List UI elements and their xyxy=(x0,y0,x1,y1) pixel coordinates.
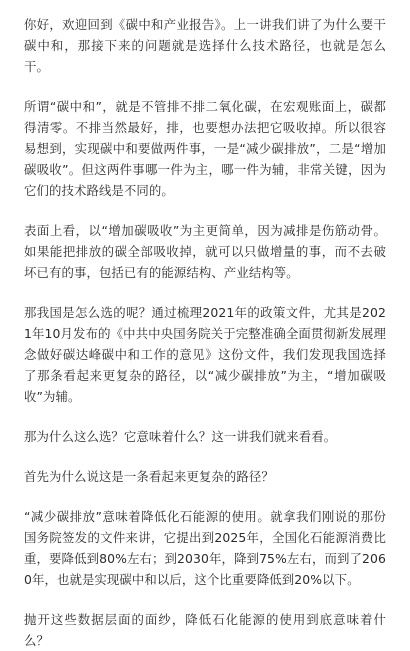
fossil-energy-target-paragraph: “减少碳排放”意味着降低化石能源的使用。就拿我们刚说的那份国务院签发的文件来讲，它提出到2025年，全国化石能源消费比重，要降低到80%左右；到2030年，降到75%左右，而到了2060年，也就是实现碳中和以后，这个比重要降低到20%以下。 xyxy=(24,509,386,587)
closing-question-paragraph: 抛开这些数据层面的面纱，降低石化能源的使用到底意味着什么？ xyxy=(24,612,386,648)
carbon-absorption-paragraph: 表面上看，以“增加碳吸收”为主更简单，因为减排是伤筋动骨。如果能把排放的碳全部吸收掉，就可以只做增量的事，而不去破坏已有的事，包括已有的能源结构、产业结构等。 xyxy=(24,223,386,280)
intro-paragraph: 你好，欢迎回到《碳中和产业报告》。上一讲我们讲了为什么要干碳中和，那接下来的问题就是选择什么技术路径，也就是怎么干。 xyxy=(24,17,386,74)
complex-path-question-paragraph: 首先为什么说这是一条看起来更复杂的路径？ xyxy=(24,469,274,484)
policy-choice-paragraph: 那我国是怎么选的呢？通过梳理2021年的政策文件，尤其是2021年10月发布的《中共中央国务院关于完整准确全面贯彻新发展理念做好碳达峰碳中和工作的意见》这份文件，我们发现我国选择了那条看起来更复杂的路径，以“减少碳排放”为主，“增加碳吸收”为辅。 xyxy=(24,305,386,404)
carbon-neutral-definition-paragraph: 所谓“碳中和”，就是不管排不排二氧化碳，在宏观账面上，碳都得清零。不排当然最好，排，也要想办法把它吸收掉。所以很容易想到，实现碳中和要做两件事，一是“减少碳排放”，二是“增加碳吸收”。但这两件事哪一件为主，哪一件为辅，非常关键，因为它们的技术路线是不同的。 xyxy=(24,99,386,198)
question-paragraph: 那为什么这么选？它意味着什么？这一讲我们就来看看。 xyxy=(24,429,337,444)
